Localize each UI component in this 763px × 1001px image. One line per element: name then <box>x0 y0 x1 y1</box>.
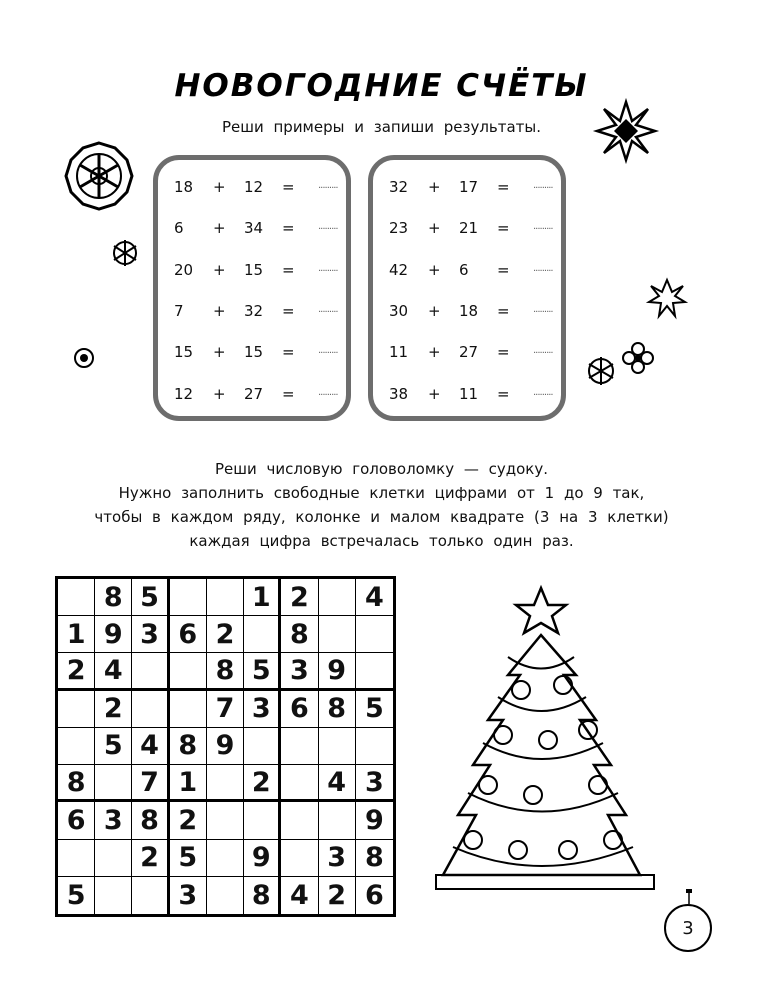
equals-sign: = <box>282 301 295 320</box>
sudoku-cell-given: 9 <box>244 840 281 877</box>
answer-blank[interactable]: ......... <box>533 221 553 233</box>
operand-b: 34 <box>244 219 264 238</box>
operator: + <box>428 178 441 196</box>
sudoku-cell-given: 3 <box>356 765 393 802</box>
answer-blank[interactable]: ......... <box>318 303 338 315</box>
sudoku-cell-empty[interactable] <box>356 728 393 765</box>
snowflake-icon <box>595 100 657 162</box>
operand-b: 11 <box>459 384 479 403</box>
operand-b: 32 <box>244 301 264 320</box>
sudoku-cell-given: 9 <box>356 802 393 839</box>
operand-a: 6 <box>174 219 184 238</box>
sudoku-cell-empty[interactable] <box>58 579 95 616</box>
operator: + <box>428 301 441 320</box>
snowflake-icon <box>62 140 136 212</box>
operand-a: 20 <box>174 260 194 279</box>
sudoku-cell-empty[interactable] <box>207 802 244 839</box>
equation-row <box>158 178 348 198</box>
sudoku-cell-given: 5 <box>356 691 393 728</box>
sudoku-cell-given: 2 <box>207 616 244 653</box>
sudoku-cell-given: 6 <box>364 879 384 911</box>
equals-sign: = <box>497 260 510 279</box>
sudoku-cell-given: 2 <box>281 579 318 616</box>
operator: + <box>213 260 226 279</box>
answer-blank[interactable]: ......... <box>533 345 553 357</box>
sudoku-cell-empty[interactable] <box>95 877 132 914</box>
sudoku-instructions <box>0 457 763 553</box>
snowflake-icon <box>72 346 96 370</box>
answer-blank[interactable]: ......... <box>533 386 553 398</box>
sudoku-cell-given: 9 <box>319 653 356 690</box>
answer-blank[interactable]: ......... <box>318 180 338 191</box>
snowflake-icon <box>585 355 617 387</box>
sudoku-cell-given: 2 <box>244 765 281 802</box>
operator: + <box>213 301 226 320</box>
sudoku-cell-given: 8 <box>281 616 318 653</box>
sudoku-cell-given: 9 <box>207 728 244 765</box>
sudoku-cell-empty[interactable] <box>319 728 356 765</box>
operand-a: 32 <box>389 178 409 196</box>
equations-box-left <box>153 155 351 421</box>
operand-a: 38 <box>389 384 409 403</box>
sudoku-cell-empty[interactable] <box>356 616 393 653</box>
operand-a: 18 <box>174 178 194 196</box>
sudoku-cell-given: 4 <box>281 877 318 914</box>
sudoku-cell-given: 8 <box>95 579 132 616</box>
sudoku-cell-given: 6 <box>281 691 318 728</box>
sudoku-cell-given: 7 <box>207 691 244 728</box>
operand-b: 15 <box>244 260 264 279</box>
answer-blank[interactable]: ......... <box>318 345 338 357</box>
sudoku-cell-given: 1 <box>58 616 95 653</box>
ornament-icon <box>681 888 697 904</box>
operand-a: 7 <box>174 301 184 320</box>
page-title: НОВОГОДНИЕ СЧЁТЫ <box>174 68 589 104</box>
equations-box-right <box>368 155 566 421</box>
instruction-line: чтобы в каждом ряду, колонке и малом квадрате (3 на 3 клетки) <box>94 508 669 526</box>
sudoku-cell-empty[interactable] <box>281 840 318 877</box>
equation-row <box>373 178 563 198</box>
snowflake-icon <box>110 238 140 268</box>
sudoku-cell-empty[interactable] <box>281 765 318 802</box>
equation-row <box>158 302 348 322</box>
sudoku-cell-given: 3 <box>95 802 132 839</box>
operator: + <box>428 384 441 403</box>
page-number: 3 <box>664 904 712 952</box>
operator: + <box>428 343 441 362</box>
equals-sign: = <box>282 219 295 238</box>
equation-row <box>373 385 563 405</box>
sudoku-cell-empty[interactable] <box>95 765 132 802</box>
equation-row <box>158 343 348 363</box>
answer-blank[interactable]: ......... <box>318 386 338 398</box>
sudoku-cell-given: 2 <box>132 840 169 877</box>
sudoku-cell-given: 3 <box>132 616 169 653</box>
sudoku-cell-given: 2 <box>58 653 95 690</box>
equation-row <box>373 343 563 363</box>
sudoku-cell-given: 4 <box>95 653 132 690</box>
sudoku-cell-empty[interactable] <box>281 728 318 765</box>
sudoku-cell-empty[interactable] <box>319 802 356 839</box>
sudoku-cell-given: 8 <box>132 802 169 839</box>
sudoku-cell-given: 3 <box>319 840 356 877</box>
sudoku-cell-empty[interactable] <box>58 691 95 728</box>
answer-blank[interactable]: ......... <box>318 221 338 233</box>
sudoku-cell-empty[interactable] <box>132 691 169 728</box>
sudoku-cell-given: 2 <box>170 802 207 839</box>
sudoku-cell-empty[interactable] <box>170 653 207 690</box>
sudoku-cell-given: 5 <box>244 653 281 690</box>
sudoku-cell-given: 8 <box>356 840 393 877</box>
sudoku-cell-empty[interactable] <box>356 653 393 690</box>
equals-sign: = <box>282 384 295 403</box>
operand-a: 11 <box>389 343 409 362</box>
answer-blank[interactable]: ......... <box>533 180 553 191</box>
sudoku-cell-given: 9 <box>95 616 132 653</box>
sudoku-cell-empty[interactable] <box>132 877 169 914</box>
equals-sign: = <box>497 343 510 362</box>
sudoku-cell-empty[interactable] <box>170 691 207 728</box>
sudoku-cell-given: 8 <box>58 765 95 802</box>
answer-blank[interactable]: ......... <box>533 262 553 274</box>
sudoku-cell-empty[interactable] <box>95 840 132 877</box>
instruction-line: каждая цифра встречалась только один раз. <box>189 532 574 550</box>
sudoku-cell-empty[interactable] <box>244 728 281 765</box>
sudoku-cell-given: 1 <box>244 579 281 616</box>
sudoku-cell-given: 6 <box>58 802 95 839</box>
equals-sign: = <box>497 219 510 238</box>
equals-sign: = <box>282 178 295 196</box>
operand-b: 18 <box>459 301 479 320</box>
sudoku-cell-empty[interactable] <box>244 616 281 653</box>
operand-a: 23 <box>389 219 409 238</box>
sudoku-cell-empty[interactable] <box>281 802 318 839</box>
sudoku-cell-given: 8 <box>207 653 244 690</box>
sudoku-cell-empty[interactable] <box>207 840 244 877</box>
sudoku-cell-empty[interactable] <box>58 728 95 765</box>
sudoku-cell-given: 4 <box>319 765 356 802</box>
sudoku-cell-empty[interactable] <box>207 877 244 914</box>
sudoku-cell-given: 8 <box>319 691 356 728</box>
operator: + <box>213 219 226 238</box>
operand-b: 17 <box>459 178 479 196</box>
equation-row <box>373 219 563 239</box>
snowflake-icon <box>647 278 687 318</box>
operand-b: 27 <box>459 343 479 362</box>
sudoku-cell-empty[interactable] <box>207 765 244 802</box>
operator: + <box>428 260 441 279</box>
operator: + <box>428 219 441 238</box>
equation-row <box>373 302 563 322</box>
operand-a: 12 <box>174 384 194 403</box>
operator: + <box>213 384 226 403</box>
equals-sign: = <box>497 384 510 403</box>
equation-row <box>373 261 563 281</box>
sudoku-cell-given: 5 <box>58 877 95 914</box>
sudoku-cell-given: 3 <box>244 691 281 728</box>
instruction-line: Реши числовую головоломку — судоку. <box>214 460 549 478</box>
sudoku-cell-empty[interactable] <box>207 579 244 616</box>
sudoku-cell-empty[interactable] <box>58 840 95 877</box>
operand-a: 30 <box>389 301 409 320</box>
sudoku-cell-empty[interactable] <box>170 579 207 616</box>
operand-b: 12 <box>244 178 264 196</box>
operand-a: 15 <box>174 343 194 362</box>
sudoku-cell-given: 3 <box>281 653 318 690</box>
sudoku-grid <box>55 576 396 917</box>
answer-blank[interactable]: ......... <box>318 262 338 274</box>
operator: + <box>213 343 226 362</box>
equation-row <box>158 385 348 405</box>
operand-b: 15 <box>244 343 264 362</box>
sudoku-cell-given: 4 <box>356 579 393 616</box>
sudoku-cell-empty[interactable] <box>319 616 356 653</box>
math-instructions: Реши примеры и запиши результаты. <box>221 118 542 136</box>
sudoku-cell-given: 5 <box>95 728 132 765</box>
sudoku-cell-given: 7 <box>132 765 169 802</box>
equation-row <box>158 261 348 281</box>
equals-sign: = <box>497 178 510 196</box>
equals-sign: = <box>282 343 295 362</box>
sudoku-cell-given: 8 <box>244 877 281 914</box>
sudoku-cell-given: 5 <box>170 840 207 877</box>
sudoku-cell-given: 8 <box>170 728 207 765</box>
equation-row <box>158 219 348 239</box>
sudoku-cell-given: 5 <box>132 579 169 616</box>
sudoku-cell-given: 2 <box>95 691 132 728</box>
operand-b: 21 <box>459 219 479 238</box>
equals-sign: = <box>497 301 510 320</box>
instruction-line: Нужно заполнить свободные клетки цифрами от 1 до 9 так, <box>118 484 645 502</box>
sudoku-cell-given: 2 <box>319 877 356 914</box>
sudoku-cell-empty[interactable] <box>132 653 169 690</box>
sudoku-cell-given: 6 <box>170 616 207 653</box>
answer-blank[interactable]: ......... <box>533 303 553 315</box>
sudoku-cell-empty[interactable] <box>319 579 356 616</box>
operator: + <box>213 178 226 196</box>
christmas-tree-icon <box>428 585 662 905</box>
equals-sign: = <box>282 260 295 279</box>
sudoku-cell-given: 3 <box>170 877 207 914</box>
sudoku-cell-given: 4 <box>132 728 169 765</box>
sudoku-cell-given: 1 <box>170 765 207 802</box>
sudoku-cell-empty[interactable] <box>244 802 281 839</box>
operand-b: 6 <box>459 260 469 279</box>
operand-a: 42 <box>389 260 409 279</box>
operand-b: 27 <box>244 384 264 403</box>
snowflake-icon <box>620 340 656 376</box>
